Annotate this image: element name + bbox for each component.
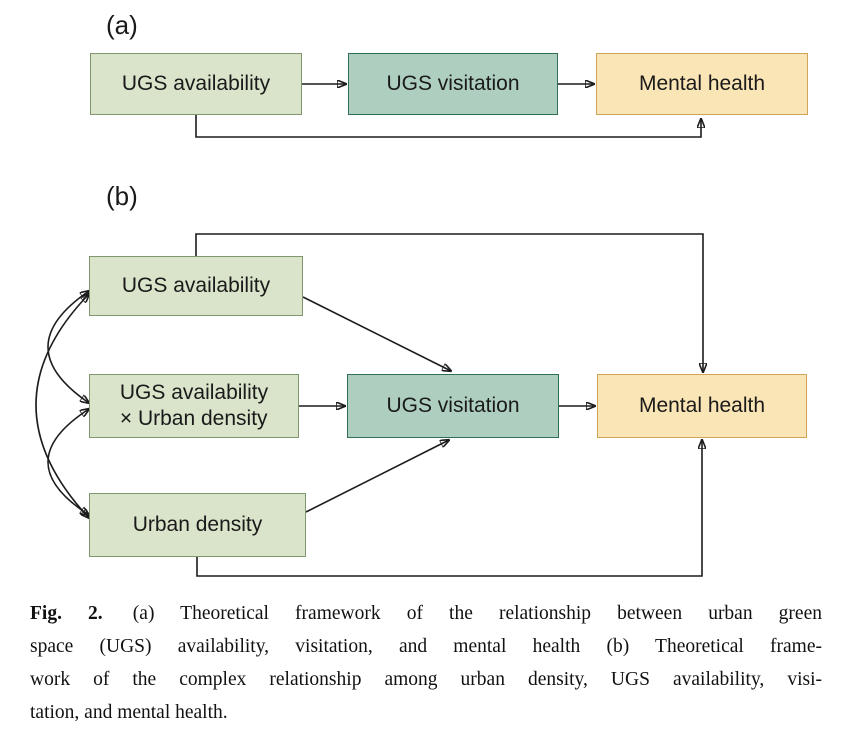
node-b-urban-density — [89, 493, 306, 557]
caption-line-1 — [30, 597, 822, 630]
edge-b-density-visitation — [306, 440, 449, 512]
node-b-ugs-visitation — [347, 374, 559, 438]
node-label-line1: UGS availability — [119, 380, 269, 404]
panel-b-label: (b) — [106, 181, 138, 211]
caption-line-2: space (UGS) availability, visitation, and mental health (b) Theoretical frame- — [30, 636, 822, 657]
node-label — [120, 380, 268, 433]
node-label: Mental health — [638, 393, 766, 417]
node-b-mental-health — [597, 374, 807, 438]
node-label: UGS availability — [121, 71, 271, 95]
node-label-line2: × Urban density — [119, 407, 268, 430]
node-label: Mental health — [638, 71, 766, 95]
caption-line-3: work of the complex relationship among urban density, UGS availability, visi- — [30, 669, 822, 690]
node-label: Urban density — [132, 512, 263, 536]
node-a-mental-health — [596, 53, 808, 115]
figure-caption — [30, 597, 822, 729]
edge-b-availability-visitation — [303, 297, 451, 371]
caption-line-1-text: (a) Theoretical framework of the relationship between urban green — [132, 603, 822, 624]
caption-line-4: tation, and mental health. — [30, 702, 228, 723]
corr-availability-interaction — [48, 291, 89, 403]
panel-a-label: (a) — [106, 10, 138, 40]
caption-fig-label: Fig. 2. — [30, 603, 103, 624]
edge-a-availability-mental-direct — [196, 115, 701, 137]
corr-interaction-density — [48, 409, 89, 515]
corr-availability-density — [36, 294, 89, 518]
node-label: UGS availability — [121, 273, 271, 297]
node-a-ugs-availability — [90, 53, 302, 115]
node-b-interaction — [89, 374, 299, 438]
node-label: UGS visitation — [386, 393, 520, 417]
node-a-ugs-visitation — [348, 53, 558, 115]
node-b-ugs-availability — [89, 256, 303, 316]
node-label: UGS visitation — [386, 71, 520, 95]
